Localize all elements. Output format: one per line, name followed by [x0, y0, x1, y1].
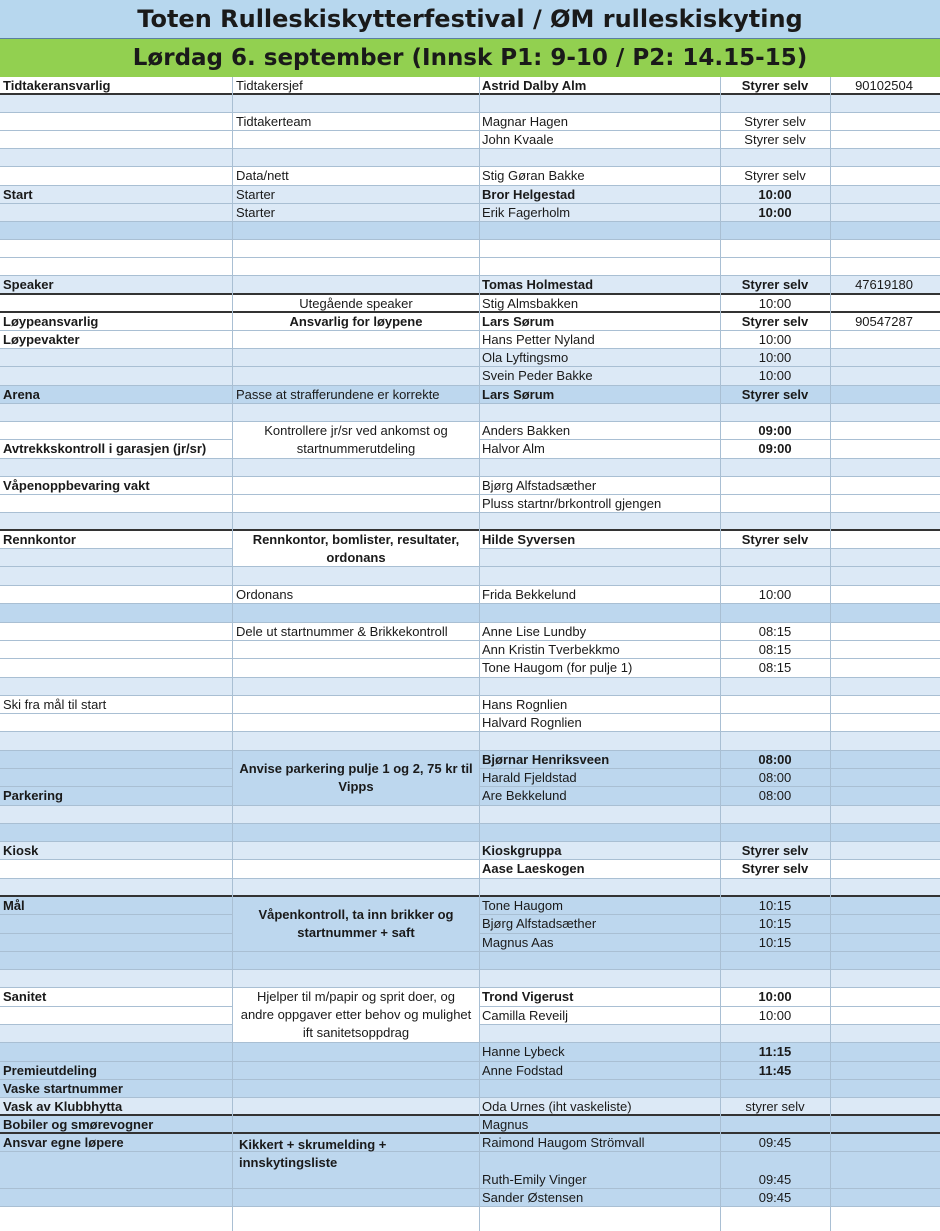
table-row — [0, 77, 940, 95]
time-cell: 10:00 — [758, 296, 792, 311]
time-cell: 10:00 — [758, 989, 792, 1004]
role-cell: Ansvar egne løpere — [3, 1135, 124, 1150]
name-cell: Tone Haugom (for pulje 1) — [482, 660, 633, 675]
task-cell: Data/nett — [236, 168, 289, 183]
table-row — [0, 586, 940, 604]
name-cell: Anders Bakken — [482, 423, 571, 438]
table-row — [0, 477, 940, 495]
table-row — [0, 641, 940, 659]
name-cell: Hans Rognlien — [482, 697, 568, 712]
table-row — [0, 149, 940, 167]
mal-note-cell: Våpenkontroll, ta inn brikker og startnummer + saft — [233, 897, 479, 951]
name-cell: Bror Helgestad — [482, 187, 576, 202]
time-cell: 10:00 — [758, 368, 792, 383]
time-cell: 09:45 — [758, 1190, 792, 1205]
table-row — [0, 1043, 940, 1062]
time-cell: Styrer selv — [741, 78, 809, 93]
role-cell: Løypevakter — [3, 332, 80, 347]
role-cell: Vask av Klubbhytta — [3, 1099, 123, 1114]
table-row — [0, 131, 940, 149]
phone-cell: 47619180 — [855, 277, 913, 292]
table-row — [0, 1062, 940, 1080]
table-row — [0, 732, 940, 751]
role-cell: Start — [3, 187, 33, 202]
time-cell: Styrer selv — [741, 861, 809, 876]
task-cell: Ansvarlig for løypene — [289, 314, 423, 329]
table-row — [0, 222, 940, 240]
time-cell: Styrer selv — [741, 843, 809, 858]
name-cell: Hans Petter Nyland — [482, 332, 595, 347]
table-row — [0, 860, 940, 879]
column-divider — [479, 77, 480, 1231]
time-cell: Styrer selv — [741, 387, 809, 402]
sheet-title: Toten Rulleskiskytterfestival / ØM rulleskiskyting — [0, 0, 940, 39]
table-row — [0, 276, 940, 295]
time-cell: 10:00 — [758, 350, 792, 365]
time-cell: 10:00 — [758, 587, 792, 602]
role-cell: Mål — [3, 898, 25, 913]
time-cell: 10:00 — [758, 205, 792, 220]
task-cell: Tidtakerteam — [236, 114, 312, 129]
table-row — [0, 696, 940, 714]
role-cell: Kiosk — [3, 843, 39, 858]
role-cell: Parkering — [3, 788, 63, 803]
table-row — [0, 258, 940, 276]
name-cell: Anne Lise Lundby — [482, 624, 587, 639]
role-cell: Sanitet — [3, 989, 47, 1004]
time-cell: 11:15 — [758, 1044, 792, 1059]
name-cell: Pluss startnr/brkontroll gjengen — [482, 496, 662, 511]
task-cell: Dele ut startnummer & Brikkekontroll — [236, 624, 448, 639]
name-cell: Camilla Reveilj — [482, 1008, 568, 1023]
name-cell: Svein Peder Bakke — [482, 368, 593, 383]
task-cell: Tidtakersjef — [236, 78, 303, 93]
name-cell: Tone Haugom — [482, 898, 563, 913]
phone-cell: 90102504 — [855, 78, 913, 93]
time-cell: 10:00 — [758, 1008, 792, 1023]
time-cell: 10:00 — [758, 187, 792, 202]
table-row — [0, 167, 940, 186]
ansvar-note-cell: Kikkert + skrumelding + — [233, 1134, 479, 1151]
time-cell: 10:00 — [758, 332, 792, 347]
time-cell: 08:15 — [758, 660, 792, 675]
time-cell: 10:15 — [758, 916, 792, 931]
time-cell: 11:45 — [758, 1063, 792, 1078]
name-cell: Sander Østensen — [482, 1190, 584, 1205]
table-row — [0, 113, 940, 131]
column-divider — [232, 77, 233, 1231]
name-cell: Erik Fagerholm — [482, 205, 571, 220]
name-cell: Magnar Hagen — [482, 114, 568, 129]
sanitet-note-cell: Hjelper til m/papir og sprit doer, og andre oppgaver etter behov og mulighet ift sanitetsoppdrag — [233, 988, 479, 1042]
table-row — [0, 806, 940, 824]
table-row — [0, 1116, 940, 1134]
name-cell: Halvard Rognlien — [482, 715, 582, 730]
time-cell: 08:00 — [758, 770, 792, 785]
role-cell: Bobiler og smørevogner — [3, 1117, 154, 1132]
time-cell: 10:15 — [758, 898, 792, 913]
table-row — [0, 349, 940, 367]
role-cell: Ski fra mål til start — [3, 697, 107, 712]
time-cell: 08:15 — [758, 642, 792, 657]
name-cell: Oda Urnes (iht vaskeliste) — [482, 1099, 632, 1114]
name-cell: Lars Sørum — [482, 314, 555, 329]
table-row — [0, 623, 940, 641]
table-row — [0, 495, 940, 513]
time-cell: Styrer selv — [741, 314, 809, 329]
column-divider — [830, 77, 831, 1231]
table-row — [0, 1098, 940, 1116]
name-cell: Hilde Syversen — [482, 532, 576, 547]
task-cell: Ordonans — [236, 587, 294, 602]
table-row — [0, 714, 940, 732]
table-row — [0, 386, 940, 404]
parkering-note-cell: Anvise parkering pulje 1 og 2, 75 kr til Vipps — [233, 751, 479, 805]
role-cell: Speaker — [3, 277, 54, 292]
table-row — [0, 1189, 940, 1207]
avtrekk-note-cell: Kontrollere jr/sr ved ankomst og startnummerutdeling — [233, 422, 479, 458]
name-cell: Hanne Lybeck — [482, 1044, 565, 1059]
table-row — [0, 186, 940, 204]
task-cell: Starter — [236, 187, 276, 202]
name-cell: Magnus Aas — [482, 935, 554, 950]
name-cell: Trond Vigerust — [482, 989, 574, 1004]
table-row — [0, 367, 940, 386]
name-cell: Are Bekkelund — [482, 788, 567, 803]
time-cell: 09:00 — [758, 441, 792, 456]
table-row — [0, 240, 940, 258]
name-cell: Lars Sørum — [482, 387, 555, 402]
table-row — [0, 513, 940, 531]
role-cell: Arena — [3, 387, 40, 402]
table-row — [0, 95, 940, 113]
role-cell: Vaske startnummer — [3, 1081, 123, 1096]
table-row — [0, 879, 940, 897]
table-row — [0, 659, 940, 678]
role-cell: Premieutdeling — [3, 1063, 97, 1078]
role-cell: Tidtakeransvarlig — [3, 78, 111, 93]
role-cell: Våpenoppbevaring vakt — [3, 478, 150, 493]
name-cell: Ruth-Emily Vinger — [482, 1172, 587, 1187]
table-row — [0, 331, 940, 349]
name-cell: Harald Fjeldstad — [482, 770, 577, 785]
name-cell: Bjørg Alfstadsæther — [482, 478, 597, 493]
name-cell: Stig Gøran Bakke — [482, 168, 585, 183]
task-cell: Utegående speaker — [299, 296, 413, 311]
rennkontor-note-cell: Rennkontor, bomlister, resultater, ordonans — [233, 531, 479, 566]
time-cell: 09:00 — [758, 423, 792, 438]
role-cell: Avtrekkskontroll i garasjen (jr/sr) — [3, 441, 207, 456]
name-cell: Aase Laeskogen — [482, 861, 585, 876]
time-cell: Styrer selv — [741, 277, 809, 292]
time-cell: styrer selv — [745, 1099, 805, 1114]
time-cell: 09:45 — [758, 1135, 792, 1150]
name-cell: Magnus — [482, 1117, 529, 1132]
table-row — [0, 604, 940, 623]
time-cell: Styrer selv — [744, 168, 806, 183]
table-row — [0, 313, 940, 331]
table-row — [0, 567, 940, 586]
name-cell: Kioskgruppa — [482, 843, 562, 858]
column-divider — [720, 77, 721, 1231]
name-cell: Bjørg Alfstadsæther — [482, 916, 597, 931]
name-cell: Ola Lyftingsmo — [482, 350, 569, 365]
table-row — [0, 204, 940, 222]
time-cell: Styrer selv — [744, 132, 806, 147]
role-cell: Løypeansvarlig — [3, 314, 99, 329]
table-row — [0, 295, 940, 313]
name-cell: Stig Almsbakken — [482, 296, 579, 311]
table-row — [0, 824, 940, 842]
time-cell: 08:00 — [758, 788, 792, 803]
time-cell: 08:00 — [758, 752, 792, 767]
time-cell: Styrer selv — [744, 114, 806, 129]
table-row — [0, 842, 940, 860]
table-row — [0, 1080, 940, 1098]
name-cell: Halvor Alm — [482, 441, 545, 456]
time-cell: 08:15 — [758, 624, 792, 639]
role-cell: Rennkontor — [3, 532, 76, 547]
sheet-subtitle: Lørdag 6. september (Innsk P1: 9-10 / P2: 14.15-15) — [0, 39, 940, 78]
time-cell: 10:15 — [758, 935, 792, 950]
sheet-header — [0, 0, 940, 78]
time-cell: 09:45 — [758, 1172, 792, 1187]
task-cell: Starter — [236, 205, 276, 220]
schedule-grid — [0, 77, 940, 1231]
phone-cell: 90547287 — [855, 314, 913, 329]
name-cell: John Kvaale — [482, 132, 554, 147]
task-cell: Passe at strafferundene er korrekte — [236, 387, 440, 402]
name-cell: Tomas Holmestad — [482, 277, 594, 292]
name-cell: Frida Bekkelund — [482, 587, 576, 602]
time-cell: Styrer selv — [741, 532, 809, 547]
table-row — [0, 952, 940, 970]
name-cell: Ann Kristin Tverbekkmo — [482, 642, 620, 657]
name-cell: Astrid Dalby Alm — [482, 78, 587, 93]
name-cell: Bjørnar Henriksveen — [482, 752, 610, 767]
name-cell: Anne Fodstad — [482, 1063, 563, 1078]
table-row — [0, 678, 940, 696]
name-cell: Raimond Haugom Strömvall — [482, 1135, 645, 1150]
table-row — [0, 970, 940, 988]
table-row — [0, 404, 940, 422]
table-row — [0, 459, 940, 477]
